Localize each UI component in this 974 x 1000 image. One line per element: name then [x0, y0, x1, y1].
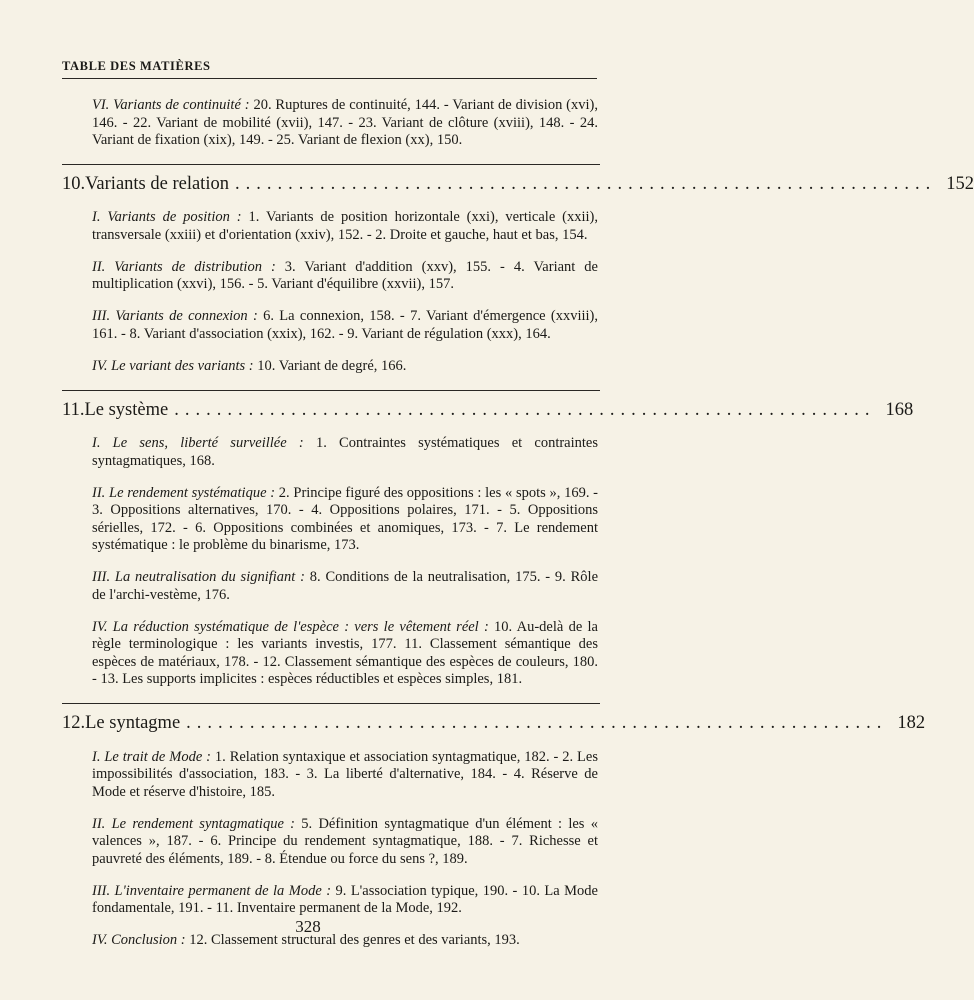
- entry-text: 1. Contraintes systématiques et contraintes syntagmatiques, 168.: [92, 435, 598, 469]
- chapter-rule: [62, 703, 600, 704]
- entry-title: VI. Variants de continuité :: [92, 97, 250, 113]
- toc-entry: [92, 358, 598, 376]
- entry-title: IV. Le variant des variants :: [92, 357, 254, 374]
- entry-title: II. Le rendement syntagmatique :: [92, 815, 295, 832]
- toc-entry: [92, 816, 598, 869]
- chapter-title: Le syntagme: [85, 713, 181, 733]
- toc-content: [62, 97, 974, 964]
- toc-entry: [92, 259, 598, 294]
- entry-text: 1. Relation syntaxique et association syntagmatique, 182. - 2. Les impossibilités d'association, 183. - 3. La liberté d'alternative, 184. - 4. Réserve de Mode et réserve d'histoire, 185.: [92, 748, 598, 800]
- toc-entry: [92, 485, 598, 555]
- dot-leader: ..................................................................: [174, 399, 876, 420]
- entry-text: 9. L'association typique, 190. - 10. La Mode fondamentale, 191. - 11. Inventaire permanent de la Mode, 192.: [92, 882, 598, 916]
- chapter-title: Variants de relation: [85, 173, 229, 194]
- chapter-number: 12.: [62, 713, 86, 733]
- entry-title: IV. Conclusion :: [92, 932, 186, 948]
- chapter-heading-10: [62, 173, 974, 195]
- entry-title: IV. La réduction systématique de l'espèce : vers le vêtement réel :: [92, 618, 489, 635]
- entry-text: 6. La connexion, 158. - 7. Variant d'émergence (xxviii), 161. - 8. Variant d'association (xxix), 162. - 9. Variant de régulation (xxx), 164.: [92, 308, 599, 342]
- entry-title: II. Variants de distribution :: [92, 258, 276, 275]
- entry-title: III. Variants de connexion :: [92, 308, 258, 324]
- entry-title: I. Le trait de Mode :: [92, 748, 211, 765]
- entry-title: I. Variants de position :: [92, 209, 242, 225]
- entry-text: 1. Variants de position horizontale (xxi), verticale (xxii), transversale (xxiii) et d'orientation (xxiv), 152. - 2. Droite et gauche, haut et bas, 154.: [92, 209, 598, 243]
- entry-text: 12. Classement structural des genres et des variants, 193.: [185, 932, 520, 948]
- entry-text: 20. Ruptures de continuité, 144. - Variant de division (xvi), 146. - 22. Variant de mobilité (xvii), 147. - 23. Variant de clôture (xviii), 148. - 24. Variant de fixation (xix), 149. - 25. Variant de flexion (xx), 150.: [92, 97, 598, 148]
- toc-entry: [92, 209, 598, 244]
- entry-text: 5. Définition syntagmatique d'un élément : les « valences », 187. - 6. Principe du rendement syntagmatique, 188. - 7. Richesse et pauvreté des éléments, 189. - 8. Étendue ou force du sens ?, 189.: [92, 815, 598, 867]
- entry-text: 10. Variant de degré, 166.: [253, 357, 407, 374]
- entry-title: I. Le sens, liberté surveillée :: [92, 435, 304, 451]
- toc-entry: [92, 569, 598, 604]
- entry-text: 2. Principe figuré des oppositions : les « spots », 169. - 3. Oppositions alternatives, 170. - 4. Oppositions polaires, 171. - 5. Oppositions sérielles, 172. - 6. Oppositions combinées et anomiques, 173. - 7. Le rendement systématique : le problème du binarisme, 173.: [92, 484, 598, 553]
- toc-entry: [92, 619, 598, 689]
- chapter-heading-11: [62, 399, 914, 421]
- entry-text: 8. Conditions de la neutralisation, 175. - 9. Rôle de l'archi-vestème, 176.: [92, 569, 599, 603]
- toc-entry: [92, 883, 598, 918]
- toc-entry: [92, 749, 598, 802]
- toc-entry: [92, 308, 598, 343]
- chapter-title: Le système: [84, 399, 169, 420]
- entry-title: III. La neutralisation du signifiant :: [92, 569, 305, 585]
- toc-entry-intro: [92, 97, 598, 150]
- entry-text: 10. Au-delà de la règle terminologique : les variants investis, 177. 11. Classement sémantique des espèces de matériaux, 178. - 12. Classement sémantique des espèces de couleurs, 180. - 13. Les supports implicites : espèces réductibles et espèces simples, 181.: [92, 618, 598, 687]
- dot-leader: ..................................................................: [186, 713, 888, 733]
- chapter-number: 11.: [62, 399, 85, 420]
- header-rule: [62, 78, 597, 79]
- page-number: 328: [295, 917, 321, 936]
- entry-title: III. L'inventaire permanent de la Mode :: [92, 882, 332, 899]
- chapter-rule: [62, 164, 600, 165]
- chapter-page: 152: [946, 173, 974, 194]
- entry-text: 3. Variant d'addition (xxv), 155. - 4. Variant de multiplication (xxvi), 156. - 5. Variant d'équilibre (xxvii), 157.: [92, 258, 598, 292]
- chapter-heading-12: [62, 712, 926, 734]
- chapter-page: 168: [885, 399, 914, 420]
- chapter-page: 182: [897, 713, 926, 733]
- toc-entry: [92, 435, 598, 470]
- running-head: TABLE DES MATIÈRES: [62, 59, 211, 73]
- dot-leader: ..................................................................: [234, 173, 937, 194]
- entry-title: II. Le rendement systématique :: [92, 484, 276, 501]
- chapter-rule: [62, 390, 600, 391]
- chapter-number: 10.: [62, 173, 86, 194]
